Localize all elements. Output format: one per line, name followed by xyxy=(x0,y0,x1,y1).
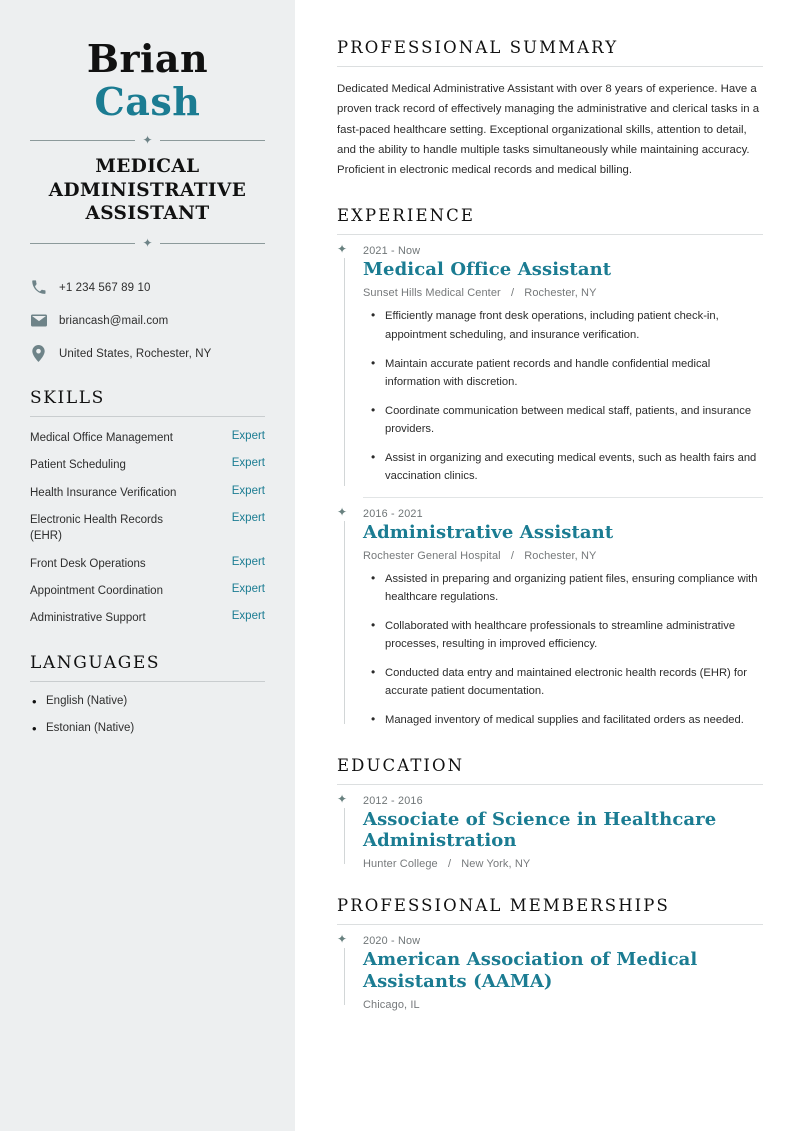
languages-heading-rule xyxy=(30,681,265,682)
bullet-item: • Coordinate communication between medical staff, patients, and insurance providers. xyxy=(363,402,763,438)
contact-list xyxy=(30,279,265,362)
entry-date: 2012 - 2016 xyxy=(363,794,423,807)
skill-name: Front Desk Operations xyxy=(30,557,146,570)
entry-title: Associate of Science in Healthcare Administration xyxy=(363,808,717,852)
language-item: • English (Native) xyxy=(30,695,265,707)
bullet-item: • Assist in organizing and executing medical events, such as health fairs and vaccination clinics. xyxy=(363,449,763,485)
language-item: • Estonian (Native) xyxy=(30,722,265,734)
skill-item xyxy=(30,512,265,545)
skill-item xyxy=(30,485,265,501)
experience-entry xyxy=(337,235,763,485)
skill-item xyxy=(30,430,265,446)
skill-level: Expert xyxy=(231,457,265,470)
four-point-star-icon: ✦ xyxy=(337,791,348,806)
entry-meta xyxy=(363,550,763,562)
education-heading: EDUCATION xyxy=(337,755,465,775)
skill-level: Expert xyxy=(231,555,265,568)
skill-name: Health Insurance Verification xyxy=(30,486,177,499)
entry-bullets xyxy=(363,570,763,730)
first-name: Brian xyxy=(86,36,209,81)
divider-rule-left xyxy=(30,140,135,141)
entry-organization: Hunter College xyxy=(363,858,438,871)
four-point-star-icon: ✦ xyxy=(337,932,348,947)
skills-heading-rule xyxy=(30,416,265,417)
location-pin-icon xyxy=(30,345,47,362)
bullet-item: • Efficiently manage front desk operations, including patient check-in, appointment scheduling, and insurance verification. xyxy=(363,307,763,343)
section-professional-memberships xyxy=(337,896,763,1011)
divider-rule-right xyxy=(160,140,265,141)
four-point-star-icon: ✦ xyxy=(337,242,348,257)
bullet-item: • Managed inventory of medical supplies and facilitated orders as needed. xyxy=(363,711,763,729)
entry-title: American Association of Medical Assistants (AAMA) xyxy=(363,949,698,993)
phone-value: +1 234 567 89 10 xyxy=(59,281,151,294)
entry-date: 2016 - 2021 xyxy=(363,507,423,520)
timeline-line xyxy=(344,948,345,1005)
sidebar xyxy=(0,0,295,1131)
name-block xyxy=(30,38,265,123)
summary-heading-rule xyxy=(337,66,763,67)
envelope-icon xyxy=(30,312,47,329)
experience-heading: EXPERIENCE xyxy=(337,206,476,226)
meta-separator: / xyxy=(510,287,515,300)
section-education xyxy=(337,756,763,871)
email-value: briancash@mail.com xyxy=(59,314,169,327)
summary-heading: PROFESSIONAL SUMMARY xyxy=(337,38,619,57)
section-experience xyxy=(337,206,763,729)
four-point-star-icon: ✦ xyxy=(142,236,153,251)
four-point-star-icon: ✦ xyxy=(337,504,348,519)
entry-meta xyxy=(363,287,763,299)
skill-name: Appointment Coordination xyxy=(30,585,163,598)
entry-organization: Sunset Hills Medical Center xyxy=(363,287,501,300)
languages-heading: LANGUAGES xyxy=(30,652,161,673)
membership-entry xyxy=(337,925,763,1011)
bullet-item: • Maintain accurate patient records and handle confidential medical information with discretion. xyxy=(363,355,763,391)
skills-heading: SKILLS xyxy=(30,388,105,409)
skill-item xyxy=(30,610,265,626)
timeline-line xyxy=(344,808,345,865)
skills-list xyxy=(30,430,265,627)
last-name: Cash xyxy=(94,78,201,124)
bullet-item: • Conducted data entry and maintained electronic health records (EHR) for accurate patient documentation. xyxy=(363,664,763,700)
phone-icon xyxy=(30,279,47,296)
timeline-line xyxy=(344,258,345,485)
entry-title: Medical Office Assistant xyxy=(363,259,612,281)
meta-separator: / xyxy=(510,549,515,562)
skill-name: Administrative Support xyxy=(30,612,146,625)
entry-meta xyxy=(363,858,763,870)
entry-organization: Rochester General Hospital xyxy=(363,549,501,562)
entry-title: Administrative Assistant xyxy=(363,521,614,543)
skill-item xyxy=(30,556,265,572)
divider-rule-right xyxy=(160,243,265,244)
entry-location: Rochester, NY xyxy=(524,549,597,562)
skill-level: Expert xyxy=(231,484,265,497)
contact-location[interactable] xyxy=(30,345,265,362)
location-value: United States, Rochester, NY xyxy=(59,347,212,360)
bullet-item: • Collaborated with healthcare professionals to streamline administrative processes, resulting in improved efficiency. xyxy=(363,617,763,653)
entry-date: 2020 - Now xyxy=(363,935,421,948)
skill-name: Patient Scheduling xyxy=(30,459,126,472)
divider-rule-left xyxy=(30,243,135,244)
ornament-divider-top xyxy=(30,134,265,146)
entry-location: New York, NY xyxy=(461,858,531,871)
meta-separator: / xyxy=(447,858,452,871)
bullet-item: • Assisted in preparing and organizing patient files, ensuring compliance with healthcare regulations. xyxy=(363,570,763,606)
timeline-line xyxy=(344,521,345,724)
skill-name: Electronic Health Records (EHR) xyxy=(30,514,163,543)
ornament-divider-bottom xyxy=(30,237,265,249)
contact-email[interactable] xyxy=(30,312,265,329)
summary-text: Dedicated Medical Administrative Assistant with over 8 years of experience. Have a proven track record of effectively managing the administrative and clerical tasks in a fast-paced healthcare setting. Exceptional organizational skills, attention to detail, and the ability to handle multiple tasks simultaneously while maintaining accuracy. Proficient in electronic medical records and medical billing. xyxy=(337,83,760,177)
main-content xyxy=(295,0,800,1131)
entry-meta xyxy=(363,999,763,1011)
skill-item xyxy=(30,457,265,473)
section-professional-summary xyxy=(337,38,763,180)
skill-level: Expert xyxy=(231,583,265,596)
education-entry xyxy=(337,785,763,871)
languages-list xyxy=(30,695,265,734)
entry-location: Rochester, NY xyxy=(524,287,597,300)
contact-phone[interactable] xyxy=(30,279,265,296)
entry-organization: Chicago, IL xyxy=(363,999,420,1012)
skill-level: Expert xyxy=(231,430,265,443)
entry-bullets xyxy=(363,307,763,485)
skill-item xyxy=(30,583,265,599)
skill-level: Expert xyxy=(231,610,265,623)
experience-entry xyxy=(337,498,763,730)
headline-job-title: MEDICAL ADMINISTRATIVE ASSISTANT xyxy=(48,156,247,225)
entry-date: 2021 - Now xyxy=(363,245,421,258)
skill-name: Medical Office Management xyxy=(30,432,173,445)
memberships-heading: PROFESSIONAL MEMBERSHIPS xyxy=(337,896,670,916)
skill-level: Expert xyxy=(231,512,265,525)
four-point-star-icon: ✦ xyxy=(142,133,153,148)
